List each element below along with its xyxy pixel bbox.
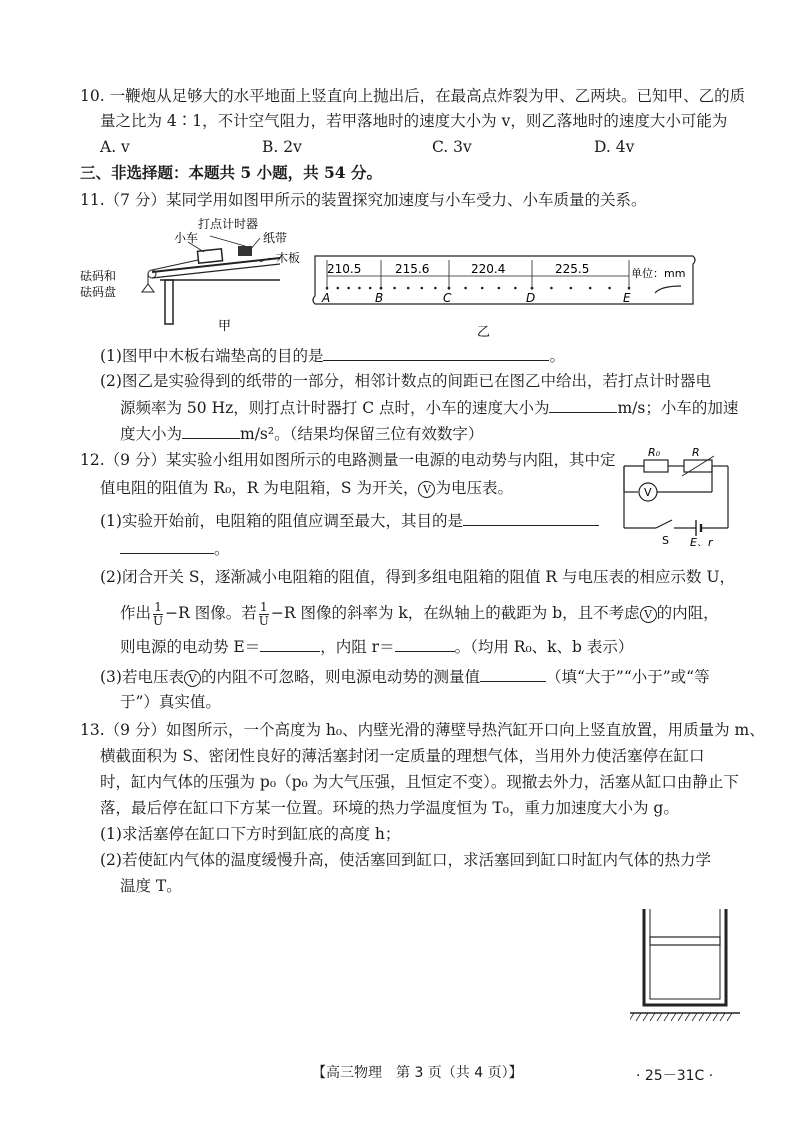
q10-line2: 量之比为 4∶1，不计空气阻力，若甲落地时的速度大小为 v，则乙落地时的速度大小可能为: [100, 112, 728, 130]
switch-icon: [656, 520, 672, 528]
answer-blank-11-2a[interactable]: [549, 397, 617, 413]
page-code: · 25－31C ·: [636, 1068, 714, 1084]
q11-stem: 11.（7 分）某同学用如图甲所示的装置探究加速度与小车受力、小车质量的关系。: [80, 191, 647, 209]
resistor-r0: [644, 460, 668, 472]
q11-part2-line1: (2)图乙是实验得到的纸带的一部分，相邻计数点的间距已在图乙中给出，若打点计时器电: [100, 372, 711, 390]
tape-dot: [608, 287, 611, 290]
fraction-1-over-u-2: $\frac{1}{U}$: [258, 599, 269, 628]
q11-part2-line3: 度大小为 m/s²。（结果均保留三位有效数字）: [120, 425, 484, 443]
tape-dot: [550, 287, 553, 290]
q10-option-d: D. 4v: [594, 138, 635, 156]
answer-blank-12-1a[interactable]: [463, 510, 599, 526]
tape-dot: [570, 287, 573, 290]
q12-line1: 12.（9 分）某实验小组用如图所示的电路测量一电源的电动势与内阻，其中定: [80, 451, 616, 469]
svg-text:R: R: [692, 446, 700, 459]
caption-yi: 乙: [477, 325, 491, 340]
tape-dot: [589, 287, 592, 290]
answer-blank-12-3[interactable]: [480, 666, 546, 682]
ground-hatch-line: [727, 1013, 732, 1021]
q12-part3-line2: 于”）真实值。: [120, 693, 221, 711]
tape-dot: [434, 287, 437, 290]
label-cart: 小车: [174, 231, 199, 245]
distance-de: 225.5: [555, 262, 590, 276]
q13-line3: 时，缸内气体的压强为 p₀（p₀ 为大气压强，且恒定不变）。现撤去外力，活塞从缸口由静止下: [100, 773, 739, 791]
q13-line4: 落，最后停在缸口下方某一位置。环境的热力学温度恒为 T₀，重力加速度大小为 g。: [100, 799, 679, 817]
ground-hatch-line: [664, 1013, 669, 1021]
ground-hatch-line: [713, 1013, 718, 1021]
ground-hatch-line: [685, 1013, 690, 1021]
q10-option-c: C. 3v: [432, 138, 472, 156]
tape-dot: [393, 287, 396, 290]
q12-part1-cont: 。: [120, 538, 230, 559]
voltmeter-symbol: V: [418, 481, 435, 498]
point-b: B: [375, 291, 384, 305]
tape-dot: [421, 287, 424, 290]
tape-dot: [481, 287, 484, 290]
voltmeter-symbol-2: V: [640, 606, 657, 623]
answer-blank-11-1[interactable]: [323, 345, 549, 361]
q13-part1: (1)求活塞停在缸口下方时到缸底的高度 h；: [100, 825, 401, 843]
label-timer: 打点计时器: [198, 217, 259, 231]
q13-line1: 13.（9 分）如图所示，一个高度为 h₀、内壁光滑的薄壁导热汽缸开口向上竖直放置，用质量为 m、: [80, 721, 765, 739]
q10-line1: 10. 一鞭炮从足够大的水平地面上竖直向上抛出后，在最高点炸裂为甲、乙两块。已知甲、乙的质: [80, 87, 746, 105]
point-e: E: [623, 291, 631, 305]
tape-dot: [369, 287, 372, 290]
ground-hatch-line: [706, 1013, 711, 1021]
ground-hatch-line: [650, 1013, 655, 1021]
tape-dot: [514, 287, 517, 290]
ground-hatch-line: [678, 1013, 683, 1021]
q12-line2: 值电阻的阻值为 R₀，R 为电阻箱，S 为开关， V 为电压表。: [100, 479, 513, 497]
label-board: 木板: [276, 251, 301, 265]
point-c: C: [443, 291, 452, 305]
svg-text:R₀: R₀: [648, 446, 661, 459]
figure-yi: [305, 250, 705, 342]
svg-text:S: S: [662, 534, 669, 546]
section3-heading: 三、非选择题：本题共 5 小题，共 54 分。: [80, 163, 382, 182]
tape-dot: [337, 287, 340, 290]
ground-hatch-line: [699, 1013, 704, 1021]
figure-jia: [80, 212, 320, 338]
voltmeter-symbol-3: V: [184, 670, 201, 687]
label-tape: 纸带: [263, 231, 288, 245]
page-footer: 【高三物理 第 3 页（共 4 页）】: [312, 1065, 523, 1081]
caption-jia: 甲: [218, 319, 232, 334]
fraction-1-over-u: $\frac{1}{U}$: [153, 599, 164, 628]
q12-part1: (1)实验开始前，电阻箱的阻值应调至最大，其目的是: [100, 510, 599, 531]
ground-hatch-line: [643, 1013, 648, 1021]
label-weights-2: 砝码盘: [80, 285, 117, 299]
q12-part2-line2: 作出 $\frac{1}{U}$ −R 图像。若 $\frac{1}{U}$ −R 图像的斜率为 k，在纵轴上的截距为 b，且不考虑 V 的内阻，: [120, 599, 719, 628]
q13-line2: 横截面积为 S、密闭性良好的薄活塞封闭一定质量的理想气体，当用外力使活塞停在缸口: [100, 747, 705, 765]
distance-ab: 210.5: [327, 262, 362, 276]
tape-dot: [464, 287, 467, 290]
answer-blank-11-2b[interactable]: [182, 423, 240, 439]
q13-part2-line1: (2)若使缸内气体的温度缓慢升高，使活塞回到缸口，求活塞回到缸口时缸内气体的热力学: [100, 851, 711, 869]
tape-dot: [498, 287, 501, 290]
q12-part3-line1: (3)若电压表 V 的内阻不可忽略，则电源电动势的测量值 （填“大于”“小于”或“等: [100, 668, 710, 686]
q11-part1: (1)图甲中木板右端垫高的目的是 。: [100, 347, 565, 365]
distance-bc: 215.6: [395, 262, 430, 276]
tape-dot: [347, 287, 350, 290]
ground-hatch-line: [657, 1013, 662, 1021]
tape-dot: [407, 287, 410, 290]
q10-option-b: B. 2v: [262, 138, 302, 156]
q10-option-a: A. v: [100, 138, 130, 156]
cylinder-diagram: [630, 905, 740, 1025]
ground-hatch-line: [671, 1013, 676, 1021]
distance-cd: 220.4: [471, 262, 506, 276]
unit-label: 单位：mm: [631, 267, 686, 280]
q12-part2-line1: (2)闭合开关 S，逐渐减小电阻箱的阻值，得到多组电阻箱的阻值 R 与电压表的相应示数 U，: [100, 568, 736, 586]
q12-part2-line3: 则电源的电动势 E＝ ，内阻 r＝ 。（均用 R₀、k、b 表示）: [120, 638, 634, 656]
point-d: D: [526, 291, 536, 305]
piston: [650, 937, 720, 945]
circuit-diagram: [608, 446, 738, 546]
tape-dot: [358, 287, 361, 290]
answer-blank-12-2b[interactable]: [395, 636, 455, 652]
answer-blank-12-2a[interactable]: [260, 636, 320, 652]
point-a: A: [322, 291, 331, 305]
ground-hatch-line: [636, 1013, 641, 1021]
ground-hatch-line: [630, 1013, 634, 1021]
label-weights-1: 砝码和: [80, 269, 117, 283]
q13-part2-line2: 温度 T。: [120, 877, 182, 895]
q11-part2-line2: 源频率为 50 Hz，则打点计时器打 C 点时，小车的速度大小为 m/s；小车的加速: [120, 399, 739, 417]
ground-hatch-line: [692, 1013, 697, 1021]
answer-blank-12-1b[interactable]: [120, 538, 214, 554]
svg-text:V: V: [644, 486, 652, 499]
ground-hatch-line: [720, 1013, 725, 1021]
svg-text:E、r: E、r: [690, 536, 713, 546]
